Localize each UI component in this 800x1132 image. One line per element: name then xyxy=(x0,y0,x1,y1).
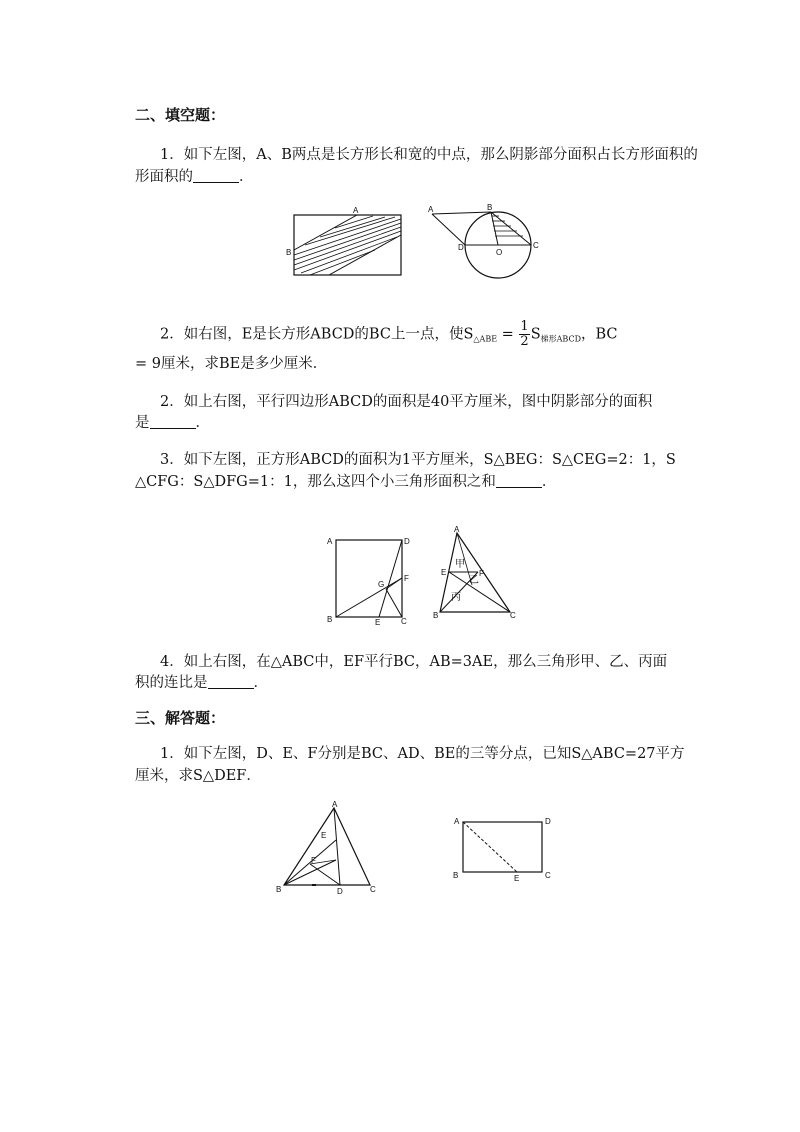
answer-blank xyxy=(150,414,196,429)
figure-triangle-def xyxy=(272,800,387,900)
question-1-line-2-end: ． xyxy=(239,169,254,185)
figure-rectangle-abce xyxy=(450,812,560,882)
solve-question-1-line-1: 1．如下左图，D、E、F分别是BC、AD、BE的三等分点，已知S△ABC=27平方 xyxy=(160,746,685,762)
question-2a-line-2: = 9厘米，求BE是多少厘米． xyxy=(135,356,328,372)
question-2b-line-2 xyxy=(135,411,210,432)
question-4-line-1: 4．如上右图，在△ABC中，EF平行BC，AB=3AE，那么三角形甲、乙、丙面 xyxy=(160,654,668,670)
question-2a-suffix: ，BC xyxy=(580,326,618,343)
question-2b-line-1: 2．如上右图，平行四边形ABCD的面积是40平方厘米，图中阴影部分的面积 xyxy=(160,394,653,410)
fig2-label-a: A xyxy=(428,205,434,214)
fig6-label-b: B xyxy=(453,871,459,880)
question-2a-equals: = xyxy=(497,326,519,343)
section-title-answer: 三、解答题： xyxy=(135,709,226,727)
fig6-label-e: E xyxy=(514,874,520,883)
question-2a-subscript-1: △ABE xyxy=(473,334,498,344)
fraction-numerator: 1 xyxy=(520,319,529,334)
question-1-line-2 xyxy=(135,165,254,186)
fig1-label-b: B xyxy=(286,248,292,257)
figure-triangle-jia-yi-bing xyxy=(432,525,522,620)
question-2a-line-1 xyxy=(160,320,618,349)
fig3-label-g: G xyxy=(378,580,385,589)
fig4-label-f: F xyxy=(479,569,484,578)
answer-blank xyxy=(208,674,254,689)
question-3-line-2 xyxy=(135,470,556,491)
fig5-label-f: F xyxy=(311,856,316,865)
question-2a-s: S xyxy=(530,326,541,343)
fig2-label-c: C xyxy=(533,241,539,250)
question-3-line-2-text: △CFG：S△DFG=1：1，那么这四个小三角形面积之和 xyxy=(135,474,496,490)
answer-blank xyxy=(496,473,542,488)
fig2-label-d: D xyxy=(458,243,464,252)
solve-question-1-line-2: 厘米，求S△DEF． xyxy=(135,768,261,784)
figure-square-abcd xyxy=(322,532,417,627)
fig5-label-d: D xyxy=(337,887,343,896)
fig4-label-bing: 丙 xyxy=(451,592,461,603)
question-4-line-2 xyxy=(135,671,268,692)
fig3-label-f: F xyxy=(404,574,409,583)
fig4-label-c: C xyxy=(510,611,516,620)
fig3-label-d: D xyxy=(404,537,410,546)
fig6-label-d: D xyxy=(545,817,551,826)
question-3-line-1: 3．如下左图，正方形ABCD的面积为1平方厘米，S△BEG：S△CEG=2：1，S xyxy=(160,452,676,468)
fig5-label-a: A xyxy=(332,800,338,809)
question-4-line-2-text: 积的连比是 xyxy=(135,675,208,691)
fig4-label-yi: 乙 xyxy=(469,575,479,586)
answer-blank xyxy=(193,168,239,183)
question-2a-text: 2．如右图，E是长方形ABCD的BC上一点，使S xyxy=(160,326,474,343)
question-1-line-2-text: 形面积的 xyxy=(135,169,193,185)
figure-rectangle-hatched xyxy=(285,205,405,280)
fig6-label-c: C xyxy=(545,871,551,880)
question-2b-line-2-text: 是 xyxy=(135,415,150,431)
fig4-label-e: E xyxy=(441,568,447,577)
fig2-label-o: O xyxy=(496,248,503,257)
fig6-label-a: A xyxy=(454,817,460,826)
fig3-label-e: E xyxy=(375,618,381,627)
question-2b-line-2-end: ． xyxy=(195,415,210,431)
fig5-label-b: B xyxy=(276,885,282,894)
fig3-label-a: A xyxy=(327,537,333,546)
question-1-line-1: 1．如下左图，A、B两点是长方形长和宽的中点，那么阴影部分面积占长方形面积的 xyxy=(160,147,698,163)
section-title-fill-in: 二、填空题： xyxy=(135,106,226,124)
fig5-label-c: C xyxy=(370,885,376,894)
fraction-one-half xyxy=(519,320,529,349)
fig3-label-b: B xyxy=(327,615,333,624)
fig3-label-c: C xyxy=(401,617,407,626)
fig4-label-b: B xyxy=(433,611,439,620)
question-3-line-2-end: ． xyxy=(541,474,557,490)
fig4-label-a: A xyxy=(454,525,460,534)
question-2a-subscript-2: 梯形ABCD xyxy=(540,334,581,344)
fig4-label-jia: 甲 xyxy=(455,559,465,570)
fig1-label-a: A xyxy=(353,206,359,215)
figure-circle-triangle xyxy=(425,200,555,265)
question-4-line-2-end: ． xyxy=(253,675,268,691)
fig5-label-e: E xyxy=(321,831,327,840)
fraction-denominator: 2 xyxy=(520,334,529,349)
fig2-label-b: B xyxy=(487,203,493,212)
